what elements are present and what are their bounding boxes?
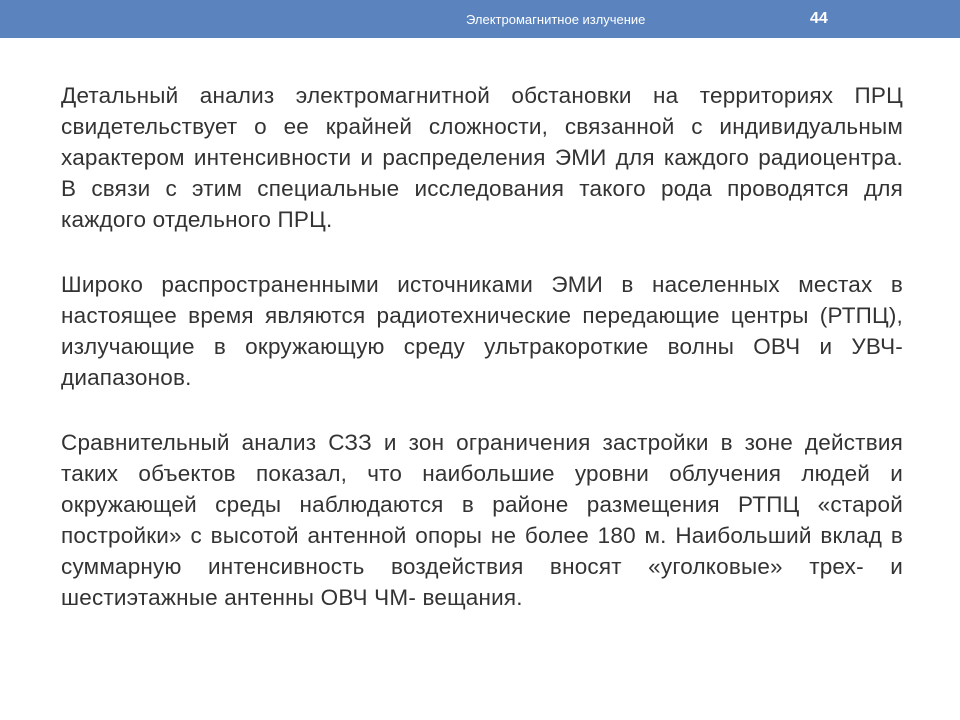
slide-title: Электромагнитное излучение [466, 12, 646, 27]
paragraph-3: Сравнительный анализ СЗЗ и зон ограничения застройки в зоне действия таких объектов показал, что наибольшие уровни облучения людей и окружающей среды наблюдаются в районе размещения РТПЦ «старой постройки» с высотой антенной опоры не более 180 м. Наибольший вклад в суммарную интенсивность воздействия вносят «уголковые» трех- и шестиэтажные антенны ОВЧ ЧМ- вещания. [61, 430, 903, 610]
page-number: 44 [810, 10, 828, 27]
header-bar [0, 0, 960, 38]
paragraph-2: Широко распространенными источниками ЭМИ в населенных местах в настоящее время являются радиотехнические передающие центры (РТПЦ), излучающие в окружающую среду ультракороткие волны ОВЧ и УВЧ- диапазонов. [61, 272, 903, 390]
slide-body [61, 80, 903, 647]
paragraph-1: Детальный анализ электромагнитной обстановки на территориях ПРЦ свидетельствует о ее крайней сложности, связанной с индивидуальным характером интенсивности и распределения ЭМИ для каждого радиоцентра. В связи с этим специальные исследования такого рода проводятся для каждого отдельного ПРЦ. [61, 83, 903, 232]
